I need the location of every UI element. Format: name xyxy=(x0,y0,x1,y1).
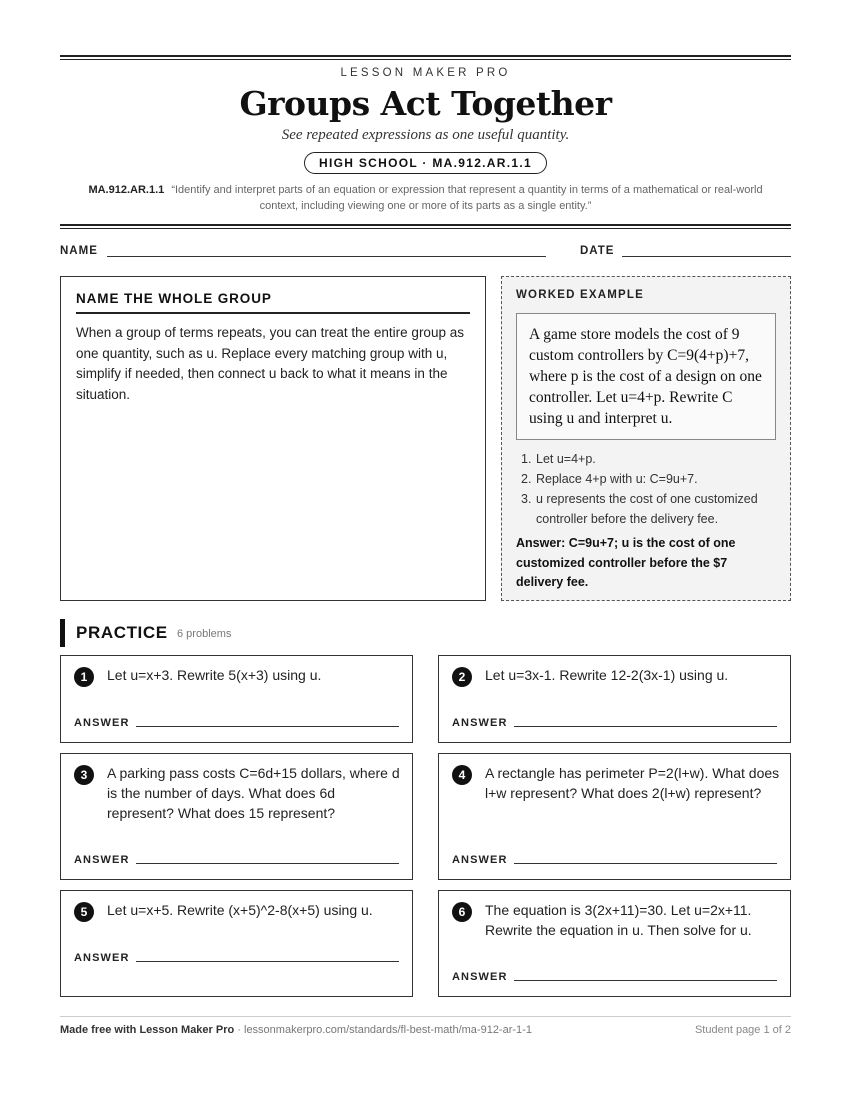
header-top-rule xyxy=(60,55,791,60)
problem-text: Let u=3x-1. Rewrite 12-2(3x-1) using u. xyxy=(485,667,729,683)
grade-badge-wrap xyxy=(60,152,791,174)
step-number: 2. xyxy=(521,472,532,486)
step-number: 1. xyxy=(521,452,532,466)
problem-number-badge: 2 xyxy=(452,667,472,687)
standard-text: “Identify and interpret parts of an equation or expression that represent a quantity in terms of a mathematical or real-world context, including viewing one or more of its parts as a single entity.” xyxy=(171,184,763,212)
problem-number-badge: 4 xyxy=(452,765,472,785)
footer-url-link[interactable]: · lessonmakerpro.com/standards/fl-best-math/ma-912-ar-1-1 xyxy=(234,1024,532,1036)
worked-step xyxy=(516,469,776,489)
page-title: Groups Act Together xyxy=(239,84,612,123)
worked-example-steps xyxy=(516,449,776,529)
name-label: NAME xyxy=(60,245,98,257)
answer-label: ANSWER xyxy=(74,952,130,964)
answer-label: ANSWER xyxy=(74,717,130,729)
problem-text: A rectangle has perimeter P=2(l+w). What does l+w represent? What does 2(l+w) represent? xyxy=(485,765,780,801)
grade-standard-badge: HIGH SCHOOL · MA.912.AR.1.1 xyxy=(304,152,547,174)
practice-count: 6 problems xyxy=(177,628,232,640)
date-label: DATE xyxy=(580,245,615,257)
answer-line[interactable] xyxy=(514,980,777,981)
footer-made-with: Made free with Lesson Maker Pro xyxy=(60,1024,235,1036)
header-bottom-rule xyxy=(60,224,791,229)
problem-text: Let u=x+5. Rewrite (x+5)^2-8(x+5) using u. xyxy=(107,902,373,918)
problem-text: Let u=x+3. Rewrite 5(x+3) using u. xyxy=(107,667,322,683)
concept-title: NAME THE WHOLE GROUP xyxy=(76,291,470,314)
name-field[interactable] xyxy=(107,256,546,257)
page-subtitle: See repeated expressions as one useful quantity. xyxy=(281,127,570,143)
concept-box xyxy=(60,276,486,601)
step-text: u represents the cost of one customized controller before the delivery fee. xyxy=(536,492,758,526)
footer-credit xyxy=(60,1024,532,1036)
worked-step xyxy=(516,449,776,469)
name-date-row xyxy=(60,245,791,261)
worked-example-box xyxy=(501,276,791,601)
problem-card-2 xyxy=(438,655,791,743)
answer-label: ANSWER xyxy=(452,854,508,866)
footer-rule xyxy=(60,1016,791,1017)
step-text: Replace 4+p with u: C=9u+7. xyxy=(536,472,698,486)
problem-card-4 xyxy=(438,753,791,880)
answer-line[interactable] xyxy=(514,863,777,864)
answer-label: ANSWER xyxy=(452,717,508,729)
problem-card-6 xyxy=(438,890,791,997)
practice-accent-bar xyxy=(60,619,65,647)
practice-title: PRACTICE xyxy=(76,623,168,642)
worked-example-answer: Answer: C=9u+7; u is the cost of one customized controller before the $7 delivery fee. xyxy=(516,536,736,589)
brand-name: LESSON MAKER PRO xyxy=(340,67,511,79)
problem-text: A parking pass costs C=6d+15 dollars, where d is the number of days. What does 6d represent? What does 15 represent? xyxy=(107,765,400,821)
answer-line[interactable] xyxy=(514,726,777,727)
problem-number-badge: 1 xyxy=(74,667,94,687)
problem-number-badge: 3 xyxy=(74,765,94,785)
footer-page-number: Student page 1 of 2 xyxy=(694,1024,791,1036)
answer-label: ANSWER xyxy=(74,854,130,866)
answer-line[interactable] xyxy=(136,863,399,864)
step-number: 3. xyxy=(521,492,532,506)
answer-line[interactable] xyxy=(136,726,399,727)
problem-card-3 xyxy=(60,753,413,880)
step-text: Let u=4+p. xyxy=(536,452,596,466)
worked-step xyxy=(516,489,776,529)
problem-card-1 xyxy=(60,655,413,743)
concept-body: When a group of terms repeats, you can treat the entire group as one quantity, such as u. Replace every matching group with u, simplify if needed, then connect u back to what it means in the situation. xyxy=(76,325,464,402)
answer-label: ANSWER xyxy=(452,971,508,983)
problem-number-badge: 6 xyxy=(452,902,472,922)
worked-example-title: WORKED EXAMPLE xyxy=(516,289,644,301)
problem-number-badge: 5 xyxy=(74,902,94,922)
date-field[interactable] xyxy=(622,256,791,257)
worksheet-page xyxy=(60,0,791,1100)
problem-card-5 xyxy=(60,890,413,997)
standard-description xyxy=(68,182,783,214)
problem-text: The equation is 3(2x+11)=30. Let u=2x+11. Rewrite the equation in u. Then solve for u. xyxy=(485,902,752,938)
answer-line[interactable] xyxy=(136,961,399,962)
worked-example-scenario: A game store models the cost of 9 custom controllers by C=9(4+p)+7, where p is the cost of a design on one controller. Let u=4+p. Rewrite C using u and interpret u. xyxy=(516,313,776,440)
standard-code: MA.912.AR.1.1 xyxy=(88,184,165,196)
